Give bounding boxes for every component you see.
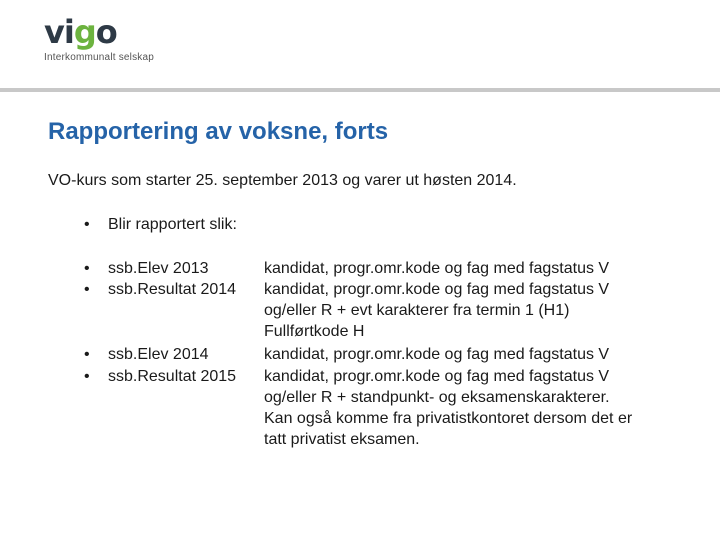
item-description	[264, 258, 694, 279]
description-line: kandidat, progr.omr.kode og fag med fagstatus V	[264, 260, 610, 277]
lead-bullet-text: Blir rapportert slik:	[108, 216, 237, 233]
item-description	[264, 366, 694, 450]
description-line: og/eller R + evt karakterer fra termin 1 (H1)	[264, 302, 570, 319]
bullet-icon: •	[84, 281, 90, 298]
description-line: kandidat, progr.omr.kode og fag med fagstatus V	[264, 281, 610, 298]
item-label: ssb.Elev 2013	[108, 260, 209, 277]
description-line: tatt privatist eksamen.	[264, 431, 420, 448]
vigo-logo	[44, 14, 154, 63]
intro-text: VO-kurs som starter 25. september 2013 og varer ut høsten 2014.	[48, 172, 517, 189]
bullet-icon: •	[84, 216, 90, 233]
logo-wordmark: vigo	[44, 13, 117, 51]
bullet-icon: •	[84, 346, 90, 363]
item-description	[264, 344, 694, 365]
item-label: ssb.Elev 2014	[108, 346, 209, 363]
item-label: ssb.Resultat 2015	[108, 368, 237, 385]
item-label: ssb.Resultat 2014	[108, 281, 237, 298]
description-line: kandidat, progr.omr.kode og fag med fagstatus V	[264, 346, 610, 363]
bullet-icon: •	[84, 368, 90, 385]
header-divider	[0, 88, 720, 92]
item-description	[264, 279, 694, 342]
description-line: kandidat, progr.omr.kode og fag med fagstatus V	[264, 368, 610, 385]
description-line: Kan også komme fra privatistkontoret dersom det er	[264, 410, 633, 427]
description-line: Fullførtkode H	[264, 323, 365, 340]
logo-tagline: Interkommunalt selskap	[44, 52, 155, 63]
bullet-icon: •	[84, 260, 90, 277]
description-line: og/eller R + standpunkt- og eksamenskarakterer.	[264, 389, 610, 406]
slide-title: Rapportering av voksne, forts	[48, 118, 389, 145]
